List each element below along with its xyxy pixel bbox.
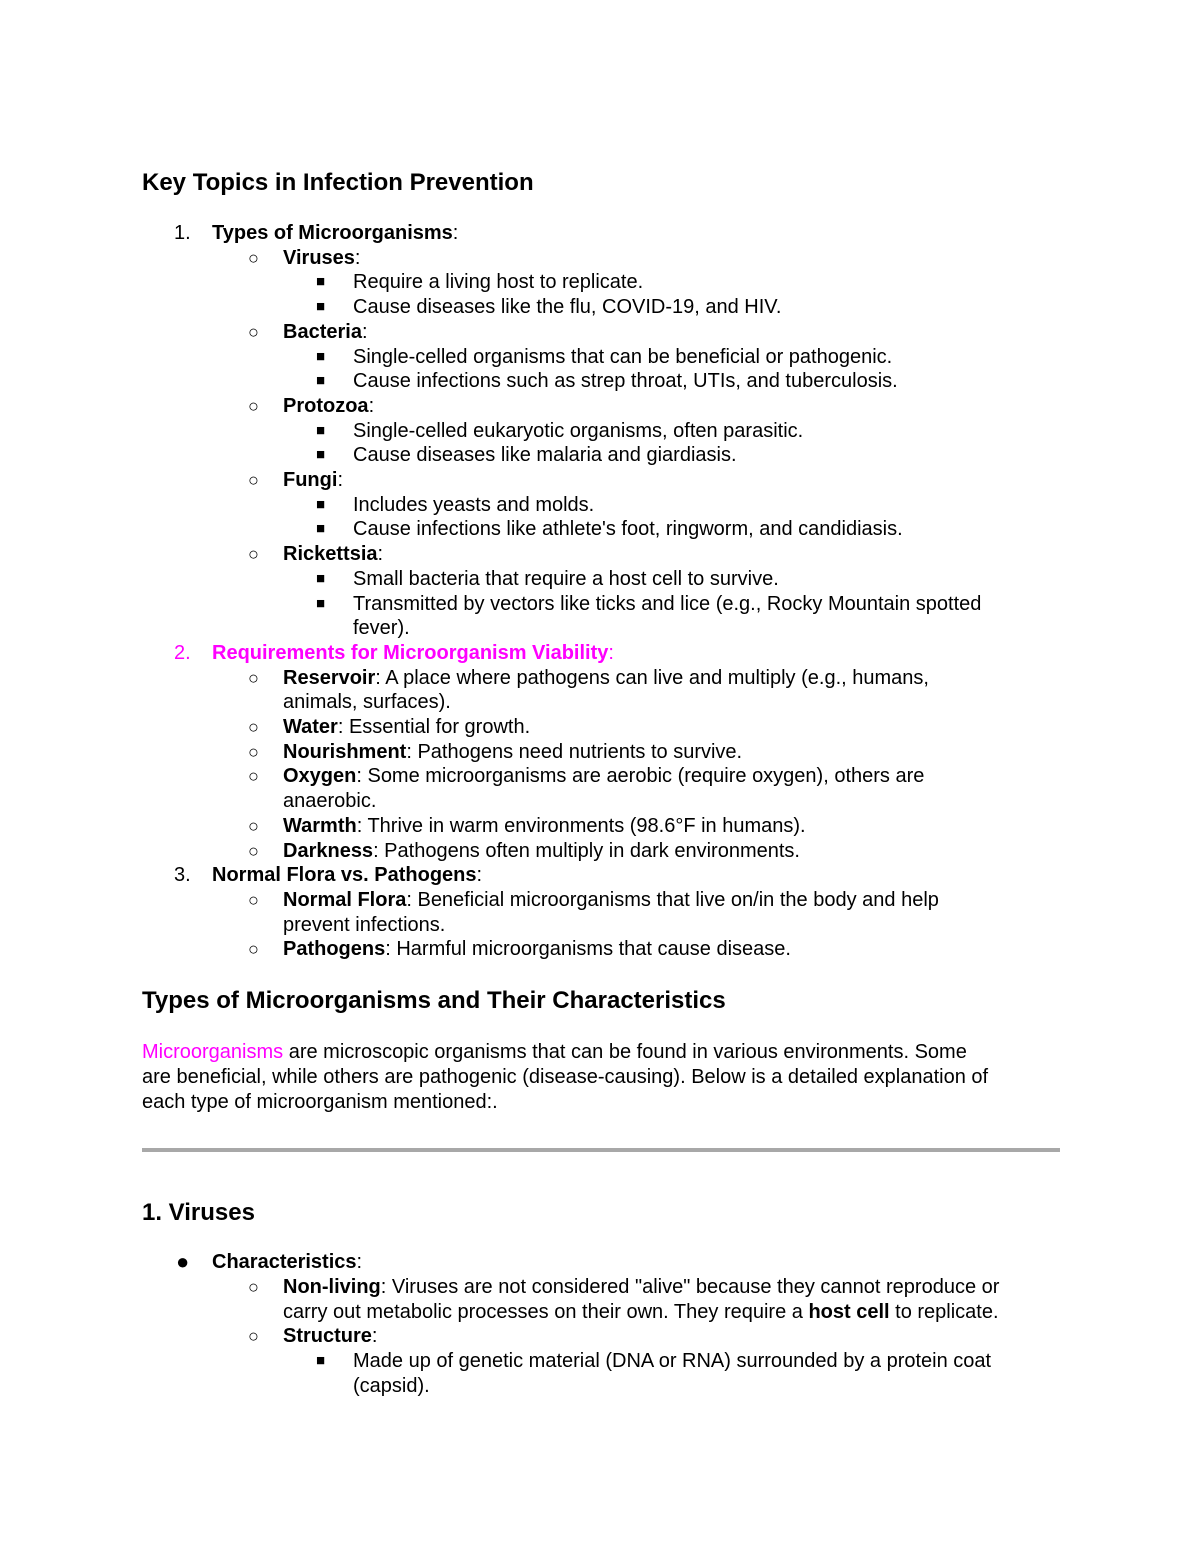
square-bullet-icon: ■ <box>316 569 326 587</box>
list-item-characteristics <box>142 1250 1062 1275</box>
intro-line: are beneficial, while others are pathogenic (disease-causing). Below is a detailed explanation of <box>142 1065 989 1088</box>
bullet-text: (capsid). <box>353 1374 430 1397</box>
sub-item-text: : Pathogens need nutrients to survive. <box>406 740 743 763</box>
square-bullet-icon: ■ <box>316 372 326 390</box>
circle-bullet-icon: ○ <box>248 395 259 416</box>
sub-item-suffix: : <box>354 246 361 269</box>
sub-item-label: Normal Flora <box>283 888 407 911</box>
section-heading-types-characteristics: Types of Microorganisms and Their Characteristics <box>142 987 726 1015</box>
horizontal-divider <box>142 1148 1060 1152</box>
sub-item-label: Reservoir <box>283 666 376 689</box>
sub-item-label: Darkness <box>283 839 374 862</box>
bullet-text: Includes yeasts and molds. <box>353 493 595 516</box>
circle-bullet-icon: ○ <box>248 766 259 787</box>
sub-item-suffix: : <box>377 543 384 566</box>
bullet-text: Cause diseases like the flu, COVID-19, and HIV. <box>353 296 782 319</box>
sub-item-label: Fungi <box>283 469 338 492</box>
sub-item-label: Water <box>283 716 338 739</box>
sub-item-text: carry out metabolic processes on their own. They require a <box>283 1300 809 1323</box>
item-suffix: : <box>356 1251 363 1274</box>
sub-item-nourishment <box>142 740 1062 765</box>
bullet-item <box>142 517 1062 542</box>
sub-item-darkness <box>142 839 1062 864</box>
sub-item-text: animals, surfaces). <box>283 691 451 714</box>
sub-item-oxygen <box>142 764 1062 789</box>
square-bullet-icon: ■ <box>316 495 326 513</box>
sub-item-warmth <box>142 814 1062 839</box>
disc-bullet-icon: ● <box>176 1249 190 1275</box>
circle-bullet-icon: ○ <box>248 544 259 565</box>
sub-item-structure <box>142 1324 1062 1349</box>
sub-item-text: : Thrive in warm environments (98.6°F in humans). <box>356 814 806 837</box>
sub-item-suffix: : <box>368 394 375 417</box>
circle-bullet-icon: ○ <box>248 470 259 491</box>
square-bullet-icon: ■ <box>316 520 326 538</box>
sub-item-text: : Pathogens often multiply in dark environments. <box>373 839 800 862</box>
circle-bullet-icon: ○ <box>248 717 259 738</box>
host-cell-bold: host cell <box>808 1300 890 1323</box>
bullet-continuation <box>142 1374 1062 1399</box>
bullet-item <box>142 567 1062 592</box>
list-number: 1. <box>174 222 191 244</box>
square-bullet-icon: ■ <box>316 1352 326 1370</box>
sub-item-text: : Viruses are not considered "alive" because they cannot reproduce or <box>380 1275 1000 1298</box>
bullet-item <box>142 443 1062 468</box>
circle-bullet-icon: ○ <box>248 889 259 910</box>
sub-item-label: Bacteria <box>283 320 362 343</box>
document-page <box>142 168 1062 1398</box>
sub-item-label: Warmth <box>283 814 357 837</box>
bullet-text: Single-celled organisms that can be beneficial or pathogenic. <box>353 345 893 368</box>
bullet-text: Cause diseases like malaria and giardiasis. <box>353 444 737 467</box>
circle-bullet-icon: ○ <box>248 667 259 688</box>
sub-item-label: Structure <box>283 1325 372 1348</box>
circle-bullet-icon: ○ <box>248 321 259 342</box>
bullet-text: Small bacteria that require a host cell to survive. <box>353 567 779 590</box>
square-bullet-icon: ■ <box>316 446 326 464</box>
sub-item-label: Viruses <box>283 246 355 269</box>
sub-item-continuation <box>142 913 1062 938</box>
sub-item-text: : A place where pathogens can live and multiply (e.g., humans, <box>375 666 929 689</box>
square-bullet-icon: ■ <box>316 594 326 612</box>
sub-item-pathogens <box>142 937 1062 962</box>
bullet-continuation <box>142 616 1062 641</box>
bullet-item <box>142 592 1062 617</box>
item-suffix: : <box>608 641 614 664</box>
sub-item-text: to replicate. <box>889 1300 999 1323</box>
circle-bullet-icon: ○ <box>248 840 259 861</box>
square-bullet-icon: ■ <box>316 421 326 439</box>
bullet-text: Cause infections such as strep throat, UTIs, and tuberculosis. <box>353 370 898 393</box>
sub-item-label: Protozoa <box>283 394 369 417</box>
square-bullet-icon: ■ <box>316 347 326 365</box>
list-number: 3. <box>174 864 191 887</box>
sub-item-text: : Beneficial microorganisms that live on/in the body and help <box>406 888 939 911</box>
sub-item-reservoir <box>142 666 1062 691</box>
sub-item-text: : Harmful microorganisms that cause disease. <box>385 938 791 961</box>
sub-item-text: : Some microorganisms are aerobic (require oxygen), others are <box>356 765 925 788</box>
sub-item-normal-flora <box>142 888 1062 913</box>
sub-item-suffix: : <box>371 1325 378 1348</box>
square-bullet-icon: ■ <box>316 298 326 316</box>
bullet-text: Made up of genetic material (DNA or RNA) surrounded by a protein coat <box>353 1350 992 1373</box>
bullet-text: Single-celled eukaryotic organisms, often parasitic. <box>353 419 804 442</box>
sub-item-label: Oxygen <box>283 765 357 788</box>
bullet-text: fever). <box>353 617 410 640</box>
sub-item-label: Nourishment <box>283 740 407 763</box>
item-suffix: : <box>452 222 459 244</box>
section-heading-viruses: 1. Viruses <box>142 1199 255 1227</box>
square-bullet-icon: ■ <box>316 273 326 291</box>
sub-item-label: Rickettsia <box>283 543 378 566</box>
sub-item-continuation <box>142 1300 1062 1325</box>
section-heading-key-topics: Key Topics in Infection Prevention <box>142 169 534 196</box>
microorganisms-link[interactable]: Microorganisms <box>142 1041 284 1064</box>
circle-bullet-icon: ○ <box>248 1326 259 1347</box>
item-label: Characteristics <box>212 1251 357 1274</box>
intro-line <box>142 1040 1062 1065</box>
item-label: Requirements for Microorganism Viability <box>212 641 609 664</box>
bullet-item <box>142 419 1062 444</box>
circle-bullet-icon: ○ <box>248 741 259 762</box>
sub-item-text: prevent infections. <box>283 913 446 936</box>
sub-item-water <box>142 715 1062 740</box>
intro-text: are microscopic organisms that can be found in various environments. Some <box>283 1041 967 1064</box>
sub-item-rickettsia <box>142 542 1062 567</box>
bullet-item <box>142 1349 1062 1374</box>
bullet-item <box>142 295 1062 320</box>
list-item-normal-flora <box>142 863 1062 888</box>
bullet-item <box>142 345 1062 370</box>
bullet-item <box>142 369 1062 394</box>
item-suffix: : <box>476 864 483 887</box>
sub-item-continuation <box>142 789 1062 814</box>
sub-item-protozoa <box>142 394 1062 419</box>
bullet-item <box>142 270 1062 295</box>
sub-item-fungi <box>142 468 1062 493</box>
sub-item-non-living <box>142 1275 1062 1300</box>
bullet-text: Cause infections like athlete's foot, ringworm, and candidiasis. <box>353 518 903 541</box>
intro-paragraph <box>142 1040 1062 1114</box>
list-item-types-of-microorganisms <box>142 221 1062 246</box>
list-number: 2. <box>174 641 191 664</box>
list-item-requirements-viability <box>142 641 1062 666</box>
sub-item-label: Non-living <box>283 1275 381 1298</box>
circle-bullet-icon: ○ <box>248 247 259 268</box>
item-label: Normal Flora vs. Pathogens <box>212 864 477 887</box>
circle-bullet-icon: ○ <box>248 939 259 960</box>
sub-item-text: : Essential for growth. <box>337 716 531 739</box>
sub-item-suffix: : <box>361 320 368 343</box>
sub-item-text: anaerobic. <box>283 790 377 813</box>
item-label: Types of Microorganisms <box>212 222 453 244</box>
sub-item-continuation <box>142 690 1062 715</box>
intro-line: each type of microorganism mentioned:. <box>142 1090 498 1113</box>
bullet-text: Transmitted by vectors like ticks and lice (e.g., Rocky Mountain spotted <box>353 592 982 615</box>
sub-item-viruses <box>142 246 1062 271</box>
sub-item-suffix: : <box>337 469 343 492</box>
circle-bullet-icon: ○ <box>248 815 259 836</box>
bullet-item <box>142 493 1062 518</box>
sub-item-bacteria <box>142 320 1062 345</box>
bullet-text: Require a living host to replicate. <box>353 271 644 294</box>
sub-item-label: Pathogens <box>283 938 386 961</box>
circle-bullet-icon: ○ <box>248 1276 259 1297</box>
